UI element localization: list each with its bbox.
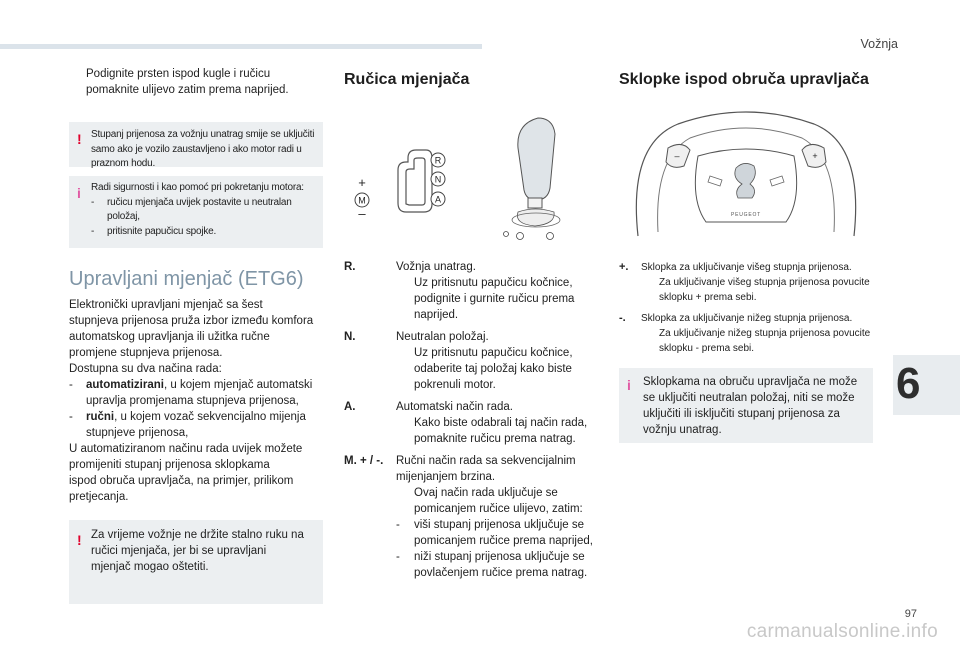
bullet-icon <box>396 275 414 323</box>
info-text: Sklopkama na obruču upravljača ne može se uključiti neutralan položaj, niti se može uključiti ili isključiti stupanj prijenosa za vožnju unatrag. <box>643 376 858 436</box>
pad-key: +. <box>619 261 629 273</box>
dash: - <box>396 551 400 563</box>
section-title: Vožnja <box>860 37 898 51</box>
info-icon: i <box>77 185 81 201</box>
page-number: 97 <box>904 608 917 620</box>
peugeot-logo <box>735 163 755 198</box>
paddle-minus <box>619 311 877 356</box>
def-title: Neutralan položaj. <box>396 331 489 343</box>
gate-label-plus: + <box>358 175 366 190</box>
def-r <box>344 259 604 323</box>
dash: - <box>91 225 95 237</box>
mode-desc-cont: stupnjeve prijenosa, <box>86 427 189 439</box>
body-line: pretjecanja. <box>69 491 129 503</box>
dash: - <box>69 411 73 423</box>
lever-knob <box>518 118 555 200</box>
warning-box-reverse <box>69 122 323 167</box>
pad-key: -. <box>619 312 626 324</box>
paddle-plus <box>619 260 877 305</box>
steering-wheel-figure <box>618 104 874 246</box>
def-title: Automatski način rada. <box>396 401 513 413</box>
def-bullet: Uz pritisnutu papučicu kočnice, podignite i gurnite ručicu prema naprijed. <box>414 277 575 321</box>
info-box-paddles <box>619 368 873 443</box>
gear-lever-heading: Ručica mjenjača <box>344 71 470 88</box>
gate-label-minus: – <box>358 206 366 221</box>
info-item-text: pritisnite papučicu spojke. <box>107 225 217 237</box>
gate-label-a: A <box>434 194 442 205</box>
header-bar <box>0 44 482 49</box>
steering-wheel-illustration <box>618 104 874 246</box>
def-key: A. <box>344 401 356 413</box>
info-icon: i <box>627 377 631 393</box>
gear-lever-illustration <box>348 108 588 248</box>
gear-definitions <box>344 259 604 587</box>
body-line: automatskog upravljanja ili užitka ručne <box>69 331 270 343</box>
pad-bullet: Za uključivanje višeg stupnja prijenosa povucite sklopku + prema sebi. <box>659 277 870 303</box>
body-line: Dostupna su dva načina rada: <box>69 363 222 375</box>
pad-title: Sklopka za uključivanje višeg stupnja prijenosa. <box>641 262 852 273</box>
def-dash-item: niži stupanj prijenosa uključuje se povlačenjem ručice prema natrag. <box>414 551 588 579</box>
mode-name: ručni <box>86 411 115 423</box>
intro-bullet-text: Podignite prsten ispod kugle i ručicu pomaknite ulijevo zatim prema naprijed. <box>86 68 289 96</box>
bullet-icon <box>396 345 414 393</box>
gear-lever-figure <box>348 108 588 248</box>
dash: - <box>91 196 95 208</box>
def-bullet: Uz pritisnutu papučicu kočnice, odaberite taj položaj kako biste pokrenuli motor. <box>414 347 573 391</box>
bullet-icon <box>396 415 414 447</box>
body-line: promjene stupnjeva prijenosa. <box>69 347 223 359</box>
info-item <box>91 225 315 240</box>
paddle-label-minus: – <box>674 151 680 161</box>
def-key: M. + / -. <box>344 455 384 467</box>
dash: - <box>69 379 73 391</box>
warning-box-hand <box>69 520 323 604</box>
info-item <box>91 196 315 225</box>
def-a <box>344 399 604 447</box>
gate-label-r: R <box>434 155 442 166</box>
def-key: R. <box>344 261 356 273</box>
gate-label-n: N <box>434 174 442 185</box>
info-intro: Radi sigurnosti i kao pomoć pri pokretanju motora: <box>91 182 304 193</box>
etg6-body <box>69 297 327 505</box>
chapter-number: 6 <box>896 359 921 408</box>
def-bullet: Kako biste odabrali taj način rada, pomaknite ručicu prema natrag. <box>414 417 588 445</box>
mode-desc: , u kojem mjenjač automatski <box>163 379 313 391</box>
mode-item <box>69 377 327 393</box>
body-line: promijeniti stupanj prijenosa sklopkama <box>69 459 270 471</box>
mode-desc: , u kojem vozač sekvencijalno mijenja <box>114 411 306 423</box>
gate-label-m: M <box>358 195 366 206</box>
def-bullet: Ovaj način rada uključuje se pomicanjem ručice ulijevo, zatim: <box>414 487 583 515</box>
bullet-icon <box>641 326 659 356</box>
warning-icon: ! <box>77 532 82 548</box>
warning-text: Za vrijeme vožnje ne držite stalno ruku na ručici mjenjača, jer bi se upravljani mjenjač mogao oštetiti. <box>91 529 304 573</box>
paddles-heading: Sklopke ispod obruča upravljača <box>619 71 869 88</box>
bullet-icon <box>641 275 659 305</box>
lever-ring <box>528 198 542 208</box>
def-key: N. <box>344 331 356 343</box>
paddle-label-plus: + <box>812 151 818 161</box>
pad-title: Sklopka za uključivanje nižeg stupnja prijenosa. <box>641 313 853 324</box>
body-line: stupnjeva prijenosa pruža izbor između komfora <box>69 315 314 327</box>
def-title: Ručni način rada sa sekvencijalnim mijenjanjem brzina. <box>396 455 576 483</box>
info-item-text: ručicu mjenjača uvijek postavite u neutralan položaj, <box>107 196 292 222</box>
watermark: carmanualsonline.info <box>746 621 938 642</box>
warning-text: Stupanj prijenosa za vožnju unatrag smije se uključiti samo ako je vozilo zaustavljeno i ako motor radi u praznom hodu. <box>91 129 315 169</box>
def-n <box>344 329 604 393</box>
paddle-definitions <box>619 260 877 362</box>
body-line: ispod obruča upravljača, na primjer, prilikom <box>69 475 294 487</box>
etg6-heading: Upravljani mjenjač (ETG6) <box>69 268 304 290</box>
dash: - <box>396 519 400 531</box>
def-title: Vožnja unatrag. <box>396 261 476 273</box>
bullet-icon <box>69 66 86 98</box>
body-line: Elektronički upravljani mjenjač sa šest <box>69 299 263 311</box>
intro-bullet <box>69 66 323 98</box>
info-box-safety <box>69 176 323 248</box>
bullet-icon <box>396 485 414 517</box>
body-line: U automatiziranom načinu rada uvijek možete <box>69 443 303 455</box>
column-left <box>69 66 323 98</box>
pad-bullet: Za uključivanje nižeg stupnja prijenosa povucite sklopku - prema sebi. <box>659 328 871 354</box>
def-dash-item: viši stupanj prijenosa uključuje se pomicanjem ručice prema naprijed, <box>414 519 593 547</box>
warning-icon: ! <box>77 131 82 147</box>
wheel-brand: PEUGEOT <box>730 212 762 218</box>
mode-item <box>69 409 327 425</box>
mode-desc-cont: upravlja promjenama stupnjeva prijenosa, <box>86 395 299 407</box>
def-m <box>344 453 604 581</box>
gear-gate <box>398 150 432 212</box>
mode-name: automatizirani <box>86 379 164 391</box>
